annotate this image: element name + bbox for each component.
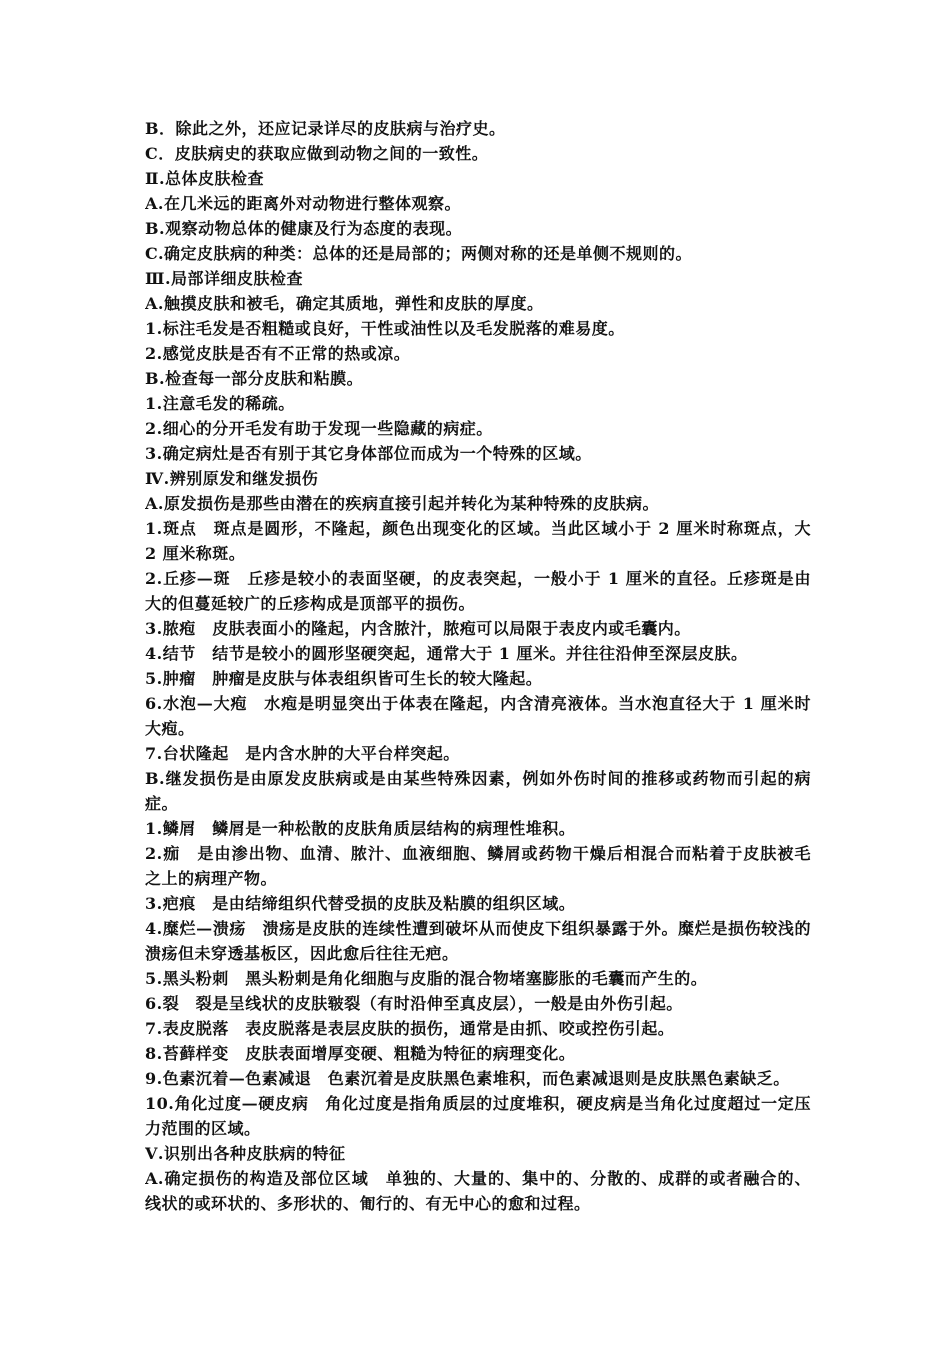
paragraph-line: 线状的或环状的、多形状的、匍行的、有无中心的愈和过程。 (145, 1194, 591, 1213)
list-item (145, 316, 811, 341)
paragraph (145, 216, 811, 241)
list-item (145, 741, 811, 766)
paragraph-line: 3.脓疱 皮肤表面小的隆起，内含脓汁，脓疱可以局限于表皮内或毛囊内。 (145, 619, 691, 638)
paragraph-line: 5.肿瘤 肿瘤是皮肤与体表组织皆可生长的较大隆起。 (145, 669, 543, 688)
paragraph-line: B.检查每一部分皮肤和粘膜。 (145, 369, 364, 388)
section-heading (145, 1141, 811, 1166)
section-heading-text: Ⅱ.总体皮肤检查 (145, 169, 265, 188)
paragraph-line: B.继发损伤是由原发皮肤病或是由某些特殊因素，例如外伤时间的推移或药物而引起的病 (145, 769, 811, 788)
paragraph-line: C.确定皮肤病的种类：总体的还是局部的；两侧对称的还是单侧不规则的。 (145, 244, 693, 263)
paragraph-line: B.观察动物总体的健康及行为态度的表现。 (145, 219, 463, 238)
paragraph (145, 291, 811, 316)
paragraph-line: 之上的病理产物。 (145, 869, 278, 888)
paragraph-line: 2 厘米称斑。 (145, 544, 246, 563)
paragraph-line: 1.斑点 斑点是圆形，不隆起，颜色出现变化的区域。当此区域小于 2 厘米时称斑点，大 (145, 519, 811, 538)
section-heading (145, 266, 811, 291)
list-item (145, 391, 811, 416)
paragraph-line: 3.疤痕 是由结缔组织代替受损的皮肤及粘膜的组织区域。 (145, 894, 576, 913)
list-item (145, 816, 811, 841)
paragraph-line: A.在几米远的距离外对动物进行整体观察。 (145, 194, 461, 213)
paragraph-line: 1.标注毛发是否粗糙或良好，干性或油性以及毛发脱落的难易度。 (145, 319, 625, 338)
paragraph-line: A.确定损伤的构造及部位区域 单独的、大量的、集中的、分散的、成群的或者融合的、 (145, 1169, 811, 1188)
paragraph (145, 116, 811, 141)
list-item (145, 991, 811, 1016)
section-heading-text: Ⅲ.局部详细皮肤检查 (145, 269, 304, 288)
paragraph-line: 8.苔藓样变 皮肤表面增厚变硬、粗糙为特征的病理变化。 (145, 1044, 576, 1063)
list-item (145, 966, 811, 991)
paragraph-line: 9.色素沉着—色素减退 色素沉着是皮肤黑色素堆积，而色素减退则是皮肤黑色素缺乏。 (145, 1069, 790, 1088)
section-heading-text: Ⅴ.识别出各种皮肤病的特征 (145, 1144, 346, 1163)
paragraph (145, 141, 811, 166)
paragraph-line: 4.结节 结节是较小的圆形坚硬突起，通常大于 1 厘米。并往往沿伸至深层皮肤。 (145, 644, 748, 663)
paragraph-line: 7.表皮脱落 表皮脱落是表层皮肤的损伤，通常是由抓、咬或控伤引起。 (145, 1019, 675, 1038)
paragraph-line: B．除此之外，还应记录详尽的皮肤病与治疗史。 (145, 119, 506, 138)
paragraph (145, 766, 811, 816)
paragraph-line: 4.糜烂—溃疡 溃疡是皮肤的连续性遭到破坏从而使皮下组织暴露于外。糜烂是损伤较浅的 (145, 919, 811, 938)
paragraph-line: 3.确定病灶是否有别于其它身体部位而成为一个特殊的区域。 (145, 444, 592, 463)
list-item (145, 666, 811, 691)
paragraph-line: 1.注意毛发的稀疏。 (145, 394, 295, 413)
paragraph (145, 191, 811, 216)
paragraph (145, 366, 811, 391)
paragraph-line: 2.感觉皮肤是否有不正常的热或凉。 (145, 344, 411, 363)
paragraph-line: 症。 (145, 794, 179, 813)
paragraph-line: 10.角化过度—硬皮病 角化过度是指角质层的过度堆积，硬皮病是当角化过度超过一定压 (145, 1094, 811, 1113)
paragraph-line: A.触摸皮肤和被毛，确定其质地，弹性和皮肤的厚度。 (145, 294, 544, 313)
paragraph-line: 溃疡但未穿透基板区，因此愈后往往无疤。 (145, 944, 459, 963)
list-item (145, 516, 811, 566)
list-item (145, 1091, 811, 1141)
paragraph-line: 5.黑头粉刺 黑头粉刺是角化细胞与皮脂的混合物堵塞膨胀的毛囊而产生的。 (145, 969, 708, 988)
section-heading-text: Ⅳ.辨别原发和继发损伤 (145, 469, 319, 488)
list-item (145, 1041, 811, 1066)
paragraph-line: 1.鳞屑 鳞屑是一种松散的皮肤角质层结构的病理性堆积。 (145, 819, 576, 838)
list-item (145, 441, 811, 466)
paragraph-line: 7.台状隆起 是内含水肿的大平台样突起。 (145, 744, 460, 763)
list-item (145, 641, 811, 666)
paragraph-line: 2.细心的分开毛发有助于发现一些隐藏的病症。 (145, 419, 493, 438)
paragraph (145, 1166, 811, 1216)
paragraph-line: 2.丘疹—斑 丘疹是较小的表面坚硬，的皮表突起，一般小于 1 厘米的直径。丘疹斑是由 (145, 569, 811, 588)
paragraph-line: 6.水泡—大疱 水疱是明显突出于体表在隆起，内含清亮液体。当水泡直径大于 1 厘米时 (145, 694, 811, 713)
list-item (145, 841, 811, 891)
list-item (145, 616, 811, 641)
list-item (145, 416, 811, 441)
list-item (145, 891, 811, 916)
paragraph-line: 大疱。 (145, 719, 195, 738)
paragraph-line: 2.痂 是由渗出物、血清、脓汁、血液细胞、鳞屑或药物干燥后相混合而粘着于皮肤被毛 (145, 844, 811, 863)
paragraph-line: C．皮肤病史的获取应做到动物之间的一致性。 (145, 144, 489, 163)
paragraph-line: A.原发损伤是那些由潜在的疾病直接引起并转化为某种特殊的皮肤病。 (145, 494, 659, 513)
paragraph-line: 大的但蔓延较广的丘疹构成是顶部平的损伤。 (145, 594, 476, 613)
paragraph-line: 6.裂 裂是呈线状的皮肤皲裂（有时沿伸至真皮层），一般是由外伤引起。 (145, 994, 683, 1013)
paragraph (145, 491, 811, 516)
list-item (145, 566, 811, 616)
paragraph (145, 241, 811, 266)
section-heading (145, 466, 811, 491)
list-item (145, 341, 811, 366)
section-heading (145, 166, 811, 191)
list-item (145, 691, 811, 741)
list-item (145, 916, 811, 966)
paragraph-line: 力范围的区域。 (145, 1119, 261, 1138)
list-item (145, 1016, 811, 1041)
list-item (145, 1066, 811, 1091)
document-body (145, 116, 811, 1216)
